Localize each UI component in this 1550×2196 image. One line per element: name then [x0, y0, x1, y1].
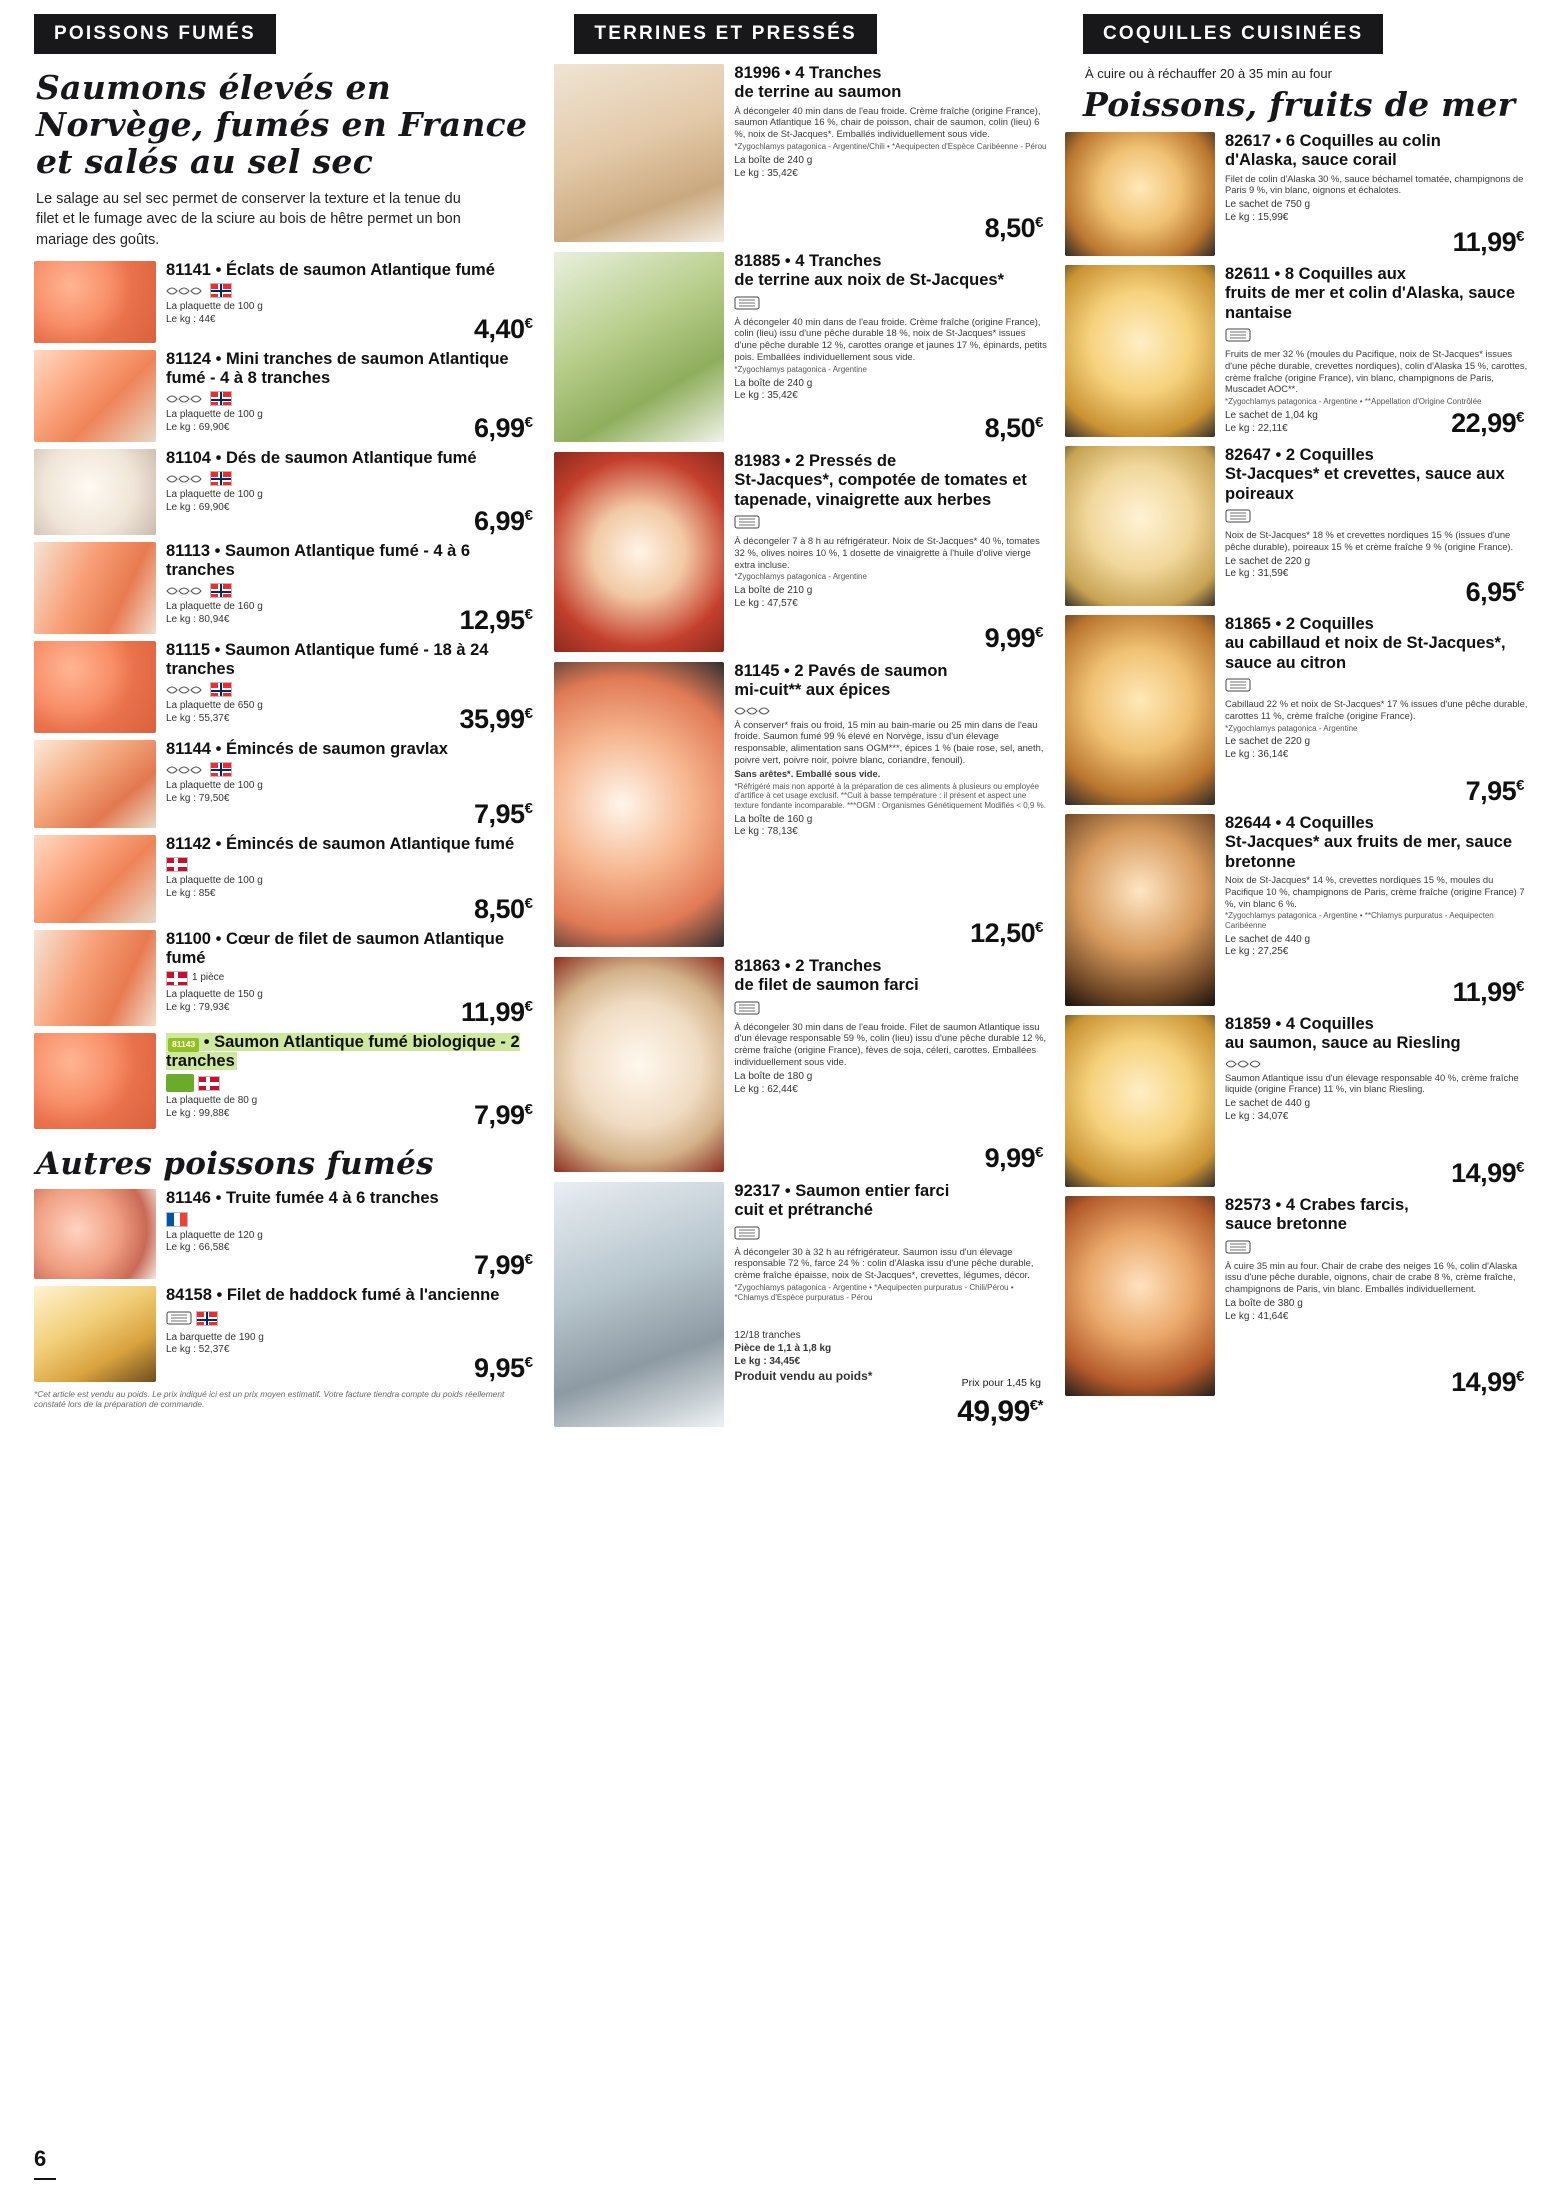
product-legal-note: *Zygochlamys patagonica - Argentine • **Appellation d'Origine Contrôlée — [1224, 397, 1482, 407]
flag-norway — [210, 283, 232, 298]
product-unit: La plaquette de 150 g — [166, 989, 263, 1001]
product-ref: 92317 — [734, 1182, 781, 1200]
product-kg-price: Le kg : 35,42€ — [734, 390, 798, 402]
product-image — [554, 957, 724, 1172]
product-ref: 81115 — [166, 640, 211, 659]
product-kg-price: Le kg : 44€ — [166, 313, 216, 325]
product-description: Saumon Atlantique issu d'un élevage responsable 40 %, crème fraîche liquide (origine France) 11 %, vin blanc Riesling. — [1224, 1071, 1519, 1095]
product-81104[interactable]: 81104 • Dés de saumon Atlantique fumé La plaquette de 100 g Le kg : 69,90€ 6,99€ — [34, 449, 536, 535]
origin-flags — [166, 583, 536, 598]
product-kg-price: Le kg : 62,44€ — [734, 1083, 798, 1095]
product-unit: Le sachet de 440 g — [1224, 933, 1311, 945]
product-unit: 12/18 tranches — [734, 1330, 801, 1342]
section-header-coquilles: COQUILLES CUISINÉES — [1083, 14, 1383, 54]
product-price: 9,95€ — [474, 1353, 533, 1384]
origin-flags — [1225, 326, 1528, 346]
frozen-icon — [1225, 676, 1251, 696]
product-81146[interactable]: 81146 • Truite fumée 4 à 6 tranches La plaquette de 120 g Le kg : 66,58€ 7,99€ — [34, 1189, 536, 1279]
product-image — [34, 261, 156, 343]
product-81115[interactable]: 81115 • Saumon Atlantique fumé - 18 à 24 tranches La plaquette de 650 g Le kg : 55,37€ 35,99€ — [34, 641, 536, 733]
product-kg-price: Le kg : 15,99€ — [1224, 212, 1289, 224]
product-image — [34, 449, 156, 535]
product-description: Fruits de mer 32 % (moules du Pacifique, noix de St-Jacques* issues d'une pêche durable, crevettes nordiques), colin d'Alaska 15 %, carottes, crème fraîche (origine France), vin blanc, champignons de Paris, Muscadet AOC**. — [1224, 347, 1528, 395]
product-81865[interactable]: 81865 • 2 Coquilles au cabillaud et noix de St-Jacques*, sauce au citron Cabillaud 22 % et noix de St-Jacques* 17 % issues d'une pêche durable, carottes 11 %, crème fraîche (origine France). *Zygochlamys patagonica - Argentine Le sachet de 220 g Le kg : 36,14€ 7,95€ — [1065, 615, 1528, 805]
product-description: Cabillaud 22 % et noix de St-Jacques* 17 % issues d'une pêche durable, carottes 11 %, crème fraîche (origine France). — [1224, 697, 1528, 721]
product-legal-note: *Zygochlamys patagonica - Argentine — [734, 572, 867, 582]
product-description: À décongeler 30 à 32 h au réfrigérateur. Saumon issu d'un élevage responsable 72 %, farce 24 % : colin d'Alaska issu d'une pêche durable, crème fraîche épaisse, noix de St-Jacques*, crevettes, légumes, décor. — [734, 1245, 1034, 1281]
product-image — [34, 641, 156, 733]
product-legal-note: *Zygochlamys patagonica - Argentine/Chili • *Aequipecten d'Espèce Caribéenne - Pérou — [734, 142, 1047, 152]
product-81996[interactable]: 81996 • 4 Tranches de terrine au saumon À décongeler 40 min dans de l'eau froide. Crème fraîche (origine France), saumon Atlantique 16 %, chair de poisson, chair de saumon, colin (lieu) 6 %, noix de St-Jacques*. Emballés individuellement sous vide. *Zygochlamys patagonica - Argentine/Chili • *Aequipecten d'Espèce Caribéenne - Pérou La boîte de 240 g Le kg : 35,42€ 8,50€ — [554, 64, 1047, 242]
product-title: Truite fumée 4 à 6 tranches — [225, 1189, 439, 1208]
product-description: À décongeler 30 min dans de l'eau froide. Filet de saumon Atlantique issu d'un élevage responsable 59 %, colin (lieu) issu d'une pêche durable 12 %, crème fraîche (origine France), fèves de soja, céleri, carottes. Emballées individuellement sous vide. — [734, 1020, 1047, 1068]
product-kg-price: Le kg : 99,88€ — [166, 1107, 230, 1119]
product-ref: 81865 — [1224, 614, 1271, 633]
product-unit: La plaquette de 100 g — [166, 300, 263, 312]
origin-flags — [734, 999, 1047, 1019]
product-ref: 81141 — [166, 260, 211, 279]
frozen-icon — [1225, 1238, 1251, 1258]
product-image — [34, 350, 156, 442]
product-qty: 8 Coquilles aux — [1284, 264, 1406, 283]
flag-norway — [210, 391, 232, 406]
product-image — [1065, 446, 1215, 606]
product-unit: La plaquette de 650 g — [166, 700, 263, 712]
product-kg-price: Le kg : 36,14€ — [1224, 748, 1289, 760]
product-price: 11,99€ — [461, 996, 533, 1027]
flag-france — [166, 1212, 188, 1227]
product-92317[interactable]: 92317 • Saumon entier farci cuit et prétranché À décongeler 30 à 32 h au réfrigérateur. Saumon issu d'un élevage responsable 72 %, farce 24 % : colin d'Alaska issu d'une pêche durable, crème fraîche épaisse, noix de St-Jacques*, crevettes, légumes, décor. *Zygochlamys patagonica - Argentine • *Aequipecten purpuratus - Chili/Pérou • *Chlamys d'Espèce purpuratus - Pérou 12/18 tranches Pièce de 1,1 à 1,8 kg Le kg : 34,45€ Produit vendu au poids* Prix pour 1,45 kg 49,99€* — [554, 1182, 1047, 1427]
product-81983[interactable]: 81983 • 2 Pressés de St-Jacques*, compotée de tomates et tapenade, vinaigrette aux herbes À décongeler 7 à 8 h au réfrigérateur. Noix de St-Jacques* 40 %, tomates 32 %, olives noires 10 %, 1 dosette de vinaigrette à l'huile d'olive vierge extra incluse. *Zygochlamys patagonica - Argentine La boîte de 210 g Le kg : 47,57€ 9,99€ — [554, 452, 1047, 652]
product-image — [34, 1286, 156, 1382]
product-unit: La boîte de 160 g — [734, 813, 813, 825]
product-qty: 4 Crabes farcis, — [1285, 1195, 1409, 1214]
product-title: Filet de haddock fumé à l'ancienne — [226, 1286, 500, 1305]
frozen-icon — [166, 1309, 192, 1329]
product-unit: La plaquette de 100 g — [166, 409, 263, 421]
product-image — [34, 835, 156, 923]
section-header-poissons-fumes: POISSONS FUMÉS — [34, 14, 276, 54]
product-unit: Le sachet de 750 g — [1224, 199, 1311, 211]
product-price: 9,99€ — [984, 1143, 1043, 1173]
product-kg-price: Le kg : 80,94€ — [166, 613, 230, 625]
product-kg-price: Le kg : 34,45€ — [734, 1355, 801, 1367]
col3-subnote: À cuire ou à réchauffer 20 à 35 min au four — [1084, 66, 1332, 81]
product-unit: La boîte de 240 g — [734, 377, 813, 389]
product-qty: 2 Tranches — [795, 957, 882, 975]
product-kg-price: Le kg : 69,90€ — [166, 421, 230, 433]
product-description: Filet de colin d'Alaska 30 %, sauce béchamel tomatée, champignons de Paris 9 %, vin blanc, oignons et échalotes. — [1224, 172, 1524, 196]
product-unit: La plaquette de 100 g — [166, 488, 263, 500]
product-kg-price: Le kg : 79,50€ — [166, 792, 230, 804]
product-price: 9,99€ — [984, 623, 1043, 653]
product-price: 11,99€ — [1452, 226, 1524, 257]
product-ref: 81100 — [166, 929, 211, 948]
product-ref: 82644 — [1224, 813, 1271, 832]
product-price: 6,99€ — [474, 505, 533, 536]
fish-icon — [1225, 1057, 1265, 1070]
product-piece-count: 1 pièce — [192, 972, 225, 984]
flag-norway — [210, 682, 232, 697]
product-unit-2: Pièce de 1,1 à 1,8 kg — [734, 1343, 832, 1355]
product-title: d'Alaska, sauce corail — [1224, 151, 1397, 170]
organic-bio-icon — [166, 1074, 194, 1092]
product-image — [1065, 132, 1215, 256]
product-title: Dés de saumon Atlantique fumé — [225, 448, 477, 467]
product-81142[interactable]: 81142 • Émincés de saumon Atlantique fumé La plaquette de 100 g Le kg : 85€ 8,50€ — [34, 835, 536, 923]
product-ref: 81124 — [166, 349, 211, 368]
origin-flags — [166, 1074, 536, 1092]
product-kg-price: Le kg : 79,93€ — [166, 1001, 230, 1013]
product-ref: 81145 — [734, 662, 780, 680]
product-description: À décongeler 40 min dans de l'eau froide. Crème fraîche (origine France), colin (lieu) issu d'une pêche durable 18 %, noix de St-Jacques* issues d'une pêche durable 12 %, carottes orange et jaunes 17 %, épinards, petits pois. Emballées individuellement sous vide. — [734, 315, 1047, 363]
product-legal-note: *Zygochlamys patagonica - Argentine — [734, 364, 867, 374]
origin-flags — [166, 857, 536, 872]
product-qty: 2 Coquilles — [1285, 614, 1374, 633]
frozen-icon — [734, 999, 760, 1019]
page-number: 6 — [34, 2146, 47, 2171]
product-81145[interactable]: 81145 • 2 Pavés de saumon mi-cuit** aux épices À conserver* frais ou froid, 15 min au bain-marie ou 25 min dans de l'eau froide. Saumon fumé 99 % élevé en Norvège, issu d'un élevage responsable, alimentation sans OGM***, épices 1 % (baie rose, sel, aneth, poivre vert, poivre noir, poivre blanc, coriandre, fenouil). Sans arêtes*. Emballé sous vide. *Réfrigéré mais non apporté à la préparation de ces aliments à plusieurs ou employée d'artifice à cet usage exclusif. **Cuit à basse température : il présent et aspect une texture fondante incomparable. ***OGM : Organismes Génétiquement Modifiés < 0,9 %. La boîte de 160 g Le kg : 78,13€ 12,50€ — [554, 662, 1047, 947]
product-ref: 81863 — [734, 957, 781, 975]
product-image — [34, 930, 156, 1026]
product-price: 14,99€ — [1451, 1366, 1524, 1397]
origin-flags — [166, 971, 536, 986]
col1-subheadline: Autres poissons fumés — [36, 1145, 434, 1182]
product-title: de terrine au saumon — [734, 83, 902, 102]
product-unit: La plaquette de 100 g — [166, 779, 263, 791]
origin-flags — [1225, 507, 1528, 527]
origin-flags — [734, 513, 1047, 533]
product-price: 7,99€ — [474, 1099, 533, 1130]
product-title: Saumon Atlantique fumé biologique - 2 tranches — [166, 1032, 520, 1070]
product-82647[interactable]: 82647 • 2 Coquilles St-Jacques* et crevettes, sauce aux poireaux Noix de St-Jacques* 18 % et crevettes nordiques 15 % (issues d'une pêche durable), poireaux 15 % et crème fraîche 9 % (origine France). Le sachet de 220 g Le kg : 31,59€ 6,95€ — [1065, 446, 1528, 606]
origin-flags — [166, 682, 536, 697]
product-image — [34, 1189, 156, 1279]
product-81113[interactable]: 81113 • Saumon Atlantique fumé - 4 à 6 tranches La plaquette de 160 g Le kg : 80,94€ 12,95€ — [34, 542, 536, 634]
product-kg-price: Le kg : 41,64€ — [1224, 1310, 1289, 1322]
product-qty: 2 Pressés de — [795, 452, 897, 470]
product-unit: Le sachet de 440 g — [1224, 1098, 1311, 1110]
product-price: 4,40€ — [474, 313, 533, 344]
frozen-icon — [734, 513, 760, 533]
product-ref: 82611 — [1224, 264, 1270, 283]
origin-flags — [166, 391, 536, 406]
flag-denmark — [198, 1076, 220, 1091]
product-weight-note: Produit vendu au poids* — [734, 1368, 873, 1383]
product-price: 7,95€ — [1465, 775, 1524, 806]
product-price: 35,99€ — [459, 703, 533, 734]
product-82644[interactable]: 82644 • 4 Coquilles St-Jacques* aux fruits de mer, sauce bretonne Noix de St-Jacques* 14 %, crevettes nordiques 15 %, moules du Pacifique 10 %, champignons de Paris, crème fraîche (origine France) 7 %, vin blanc 6 %. *Zygochlamys patagonica - Argentine • **Chlamys purpuratus - Aequipecten Caribéenne Le sachet de 440 g Le kg : 27,25€ 11,99€ — [1065, 814, 1528, 1006]
fish-icon — [166, 763, 206, 776]
product-kg-price: Le kg : 34,07€ — [1224, 1111, 1289, 1123]
product-price: 12,95€ — [459, 604, 533, 635]
product-qty: 2 Coquilles — [1285, 445, 1374, 464]
product-kg-price: Le kg : 22,11€ — [1224, 422, 1288, 434]
product-image — [1065, 615, 1215, 805]
col1-intro-text: Le salage au sel sec permet de conserver la texture et la tenue du filet et le fumage avec de la sciure au bois de hêtre permet un bon mariage des goûts. — [36, 190, 461, 249]
product-title: Éclats de saumon Atlantique fumé — [225, 260, 495, 279]
product-qty: 4 Coquilles — [1285, 1014, 1374, 1033]
col1-headline: Saumons élevés en Norvège, fumés en France et salés au sel sec — [36, 68, 528, 181]
product-kg-price: Le kg : 85€ — [166, 887, 216, 899]
product-unit: La boîte de 240 g — [734, 154, 813, 166]
product-81144[interactable]: 81144 • Émincés de saumon gravlax La plaquette de 100 g Le kg : 79,50€ 7,95€ — [34, 740, 536, 828]
product-kg-price: Le kg : 78,13€ — [734, 826, 798, 838]
product-description: À décongeler 7 à 8 h au réfrigérateur. Noix de St-Jacques* 40 %, tomates 32 %, olives noires 10 %, 1 dosette de vinaigrette à l'huile d'olive vierge extra incluse. — [734, 534, 1040, 570]
product-ref: 81144 — [166, 739, 211, 758]
product-unit: La barquette de 190 g — [166, 1331, 264, 1343]
product-kg-price: Le kg : 47,57€ — [734, 597, 798, 609]
product-qty: Saumon entier farci — [795, 1182, 950, 1200]
product-price: 6,99€ — [474, 412, 533, 443]
product-ref: 81113 — [166, 541, 211, 560]
product-title: St-Jacques* aux fruits de mer, sauce bretonne — [1224, 833, 1513, 871]
product-ref: 82647 — [1224, 445, 1271, 464]
origin-flags — [166, 471, 536, 486]
product-price: 7,99€ — [474, 1250, 533, 1281]
product-ref: 81104 — [166, 448, 211, 467]
product-81124[interactable]: 81124 • Mini tranches de saumon Atlantique fumé - 4 à 8 tranches La plaquette de 100 g Le kg : 69,90€ 6,99€ — [34, 350, 536, 442]
product-legal-note: *Zygochlamys patagonica - Argentine • **Chlamys purpuratus - Aequipecten Caribéenne — [1224, 911, 1494, 930]
product-kg-price: Le kg : 69,90€ — [166, 501, 230, 513]
product-kg-price: Le kg : 35,42€ — [734, 167, 798, 179]
frozen-icon — [734, 294, 760, 314]
product-81885[interactable]: 81885 • 4 Tranches de terrine aux noix de St-Jacques* À décongeler 40 min dans de l'eau froide. Crème fraîche (origine France), colin (lieu) issu d'une pêche durable 18 %, noix de St-Jacques* issues d'une pêche durable 12 %, carottes orange et jaunes 17 %, épinards, petits pois. Emballées individuellement sous vide. *Zygochlamys patagonica - Argentine La boîte de 240 g Le kg : 35,42€ 8,50€ — [554, 252, 1047, 442]
product-price: 8,50€ — [984, 413, 1043, 443]
product-qty: 4 Tranches — [795, 252, 882, 270]
product-unit: La boîte de 380 g — [1224, 1298, 1303, 1310]
fish-icon — [166, 584, 206, 597]
product-qty: 6 Coquilles au colin — [1285, 131, 1441, 150]
product-image — [1065, 265, 1215, 437]
product-81859[interactable]: 81859 • 4 Coquilles au saumon, sauce au Riesling Saumon Atlantique issu d'un élevage responsable 40 %, crème fraîche liquide (origine France) 11 %, vin blanc Riesling. Le sachet de 440 g Le kg : 34,07€ 14,99€ — [1065, 1015, 1528, 1187]
product-81100[interactable]: 81100 • Cœur de filet de saumon Atlantique fumé 1 pièce La plaquette de 150 g Le kg : 79,93€ 11,99€ — [34, 930, 536, 1026]
flag-norway — [210, 583, 232, 598]
product-title: Mini tranches de saumon Atlantique fumé - 4 à 8 tranches — [166, 349, 509, 387]
product-81863[interactable]: 81863 • 2 Tranches de filet de saumon farci À décongeler 30 min dans de l'eau froide. Filet de saumon Atlantique issu d'un élevage responsable 59 %, colin (lieu) issu d'une pêche durable 12 %, crème fraîche (origine France), fèves de soja, céleri, carottes. Emballées individuellement sous vide. La boîte de 180 g Le kg : 62,44€ 9,99€ — [554, 957, 1047, 1172]
frozen-icon — [1225, 326, 1251, 346]
product-kg-price: Le kg : 55,37€ — [166, 712, 230, 724]
origin-flags — [1225, 1238, 1528, 1258]
product-title: cuit et prétranché — [734, 1201, 873, 1220]
product-qty: 2 Pavés de saumon — [794, 662, 948, 680]
product-kg-price: Le kg : 31,59€ — [1224, 568, 1289, 580]
product-ref: 81142 — [166, 834, 211, 853]
product-description: Noix de St-Jacques* 18 % et crevettes nordiques 15 % (issues d'une pêche durable), poireaux 15 % et crème fraîche 9 % (origine France). — [1224, 528, 1514, 552]
product-qty: 4 Coquilles — [1285, 813, 1374, 832]
product-legal-note: *Zygochlamys patagonica - Argentine — [1224, 723, 1358, 733]
product-84158[interactable]: 84158 • Filet de haddock fumé à l'ancienne La barquette de 190 g Le kg : 52,37€ 9,95€ — [34, 1286, 536, 1382]
product-82617[interactable]: 82617 • 6 Coquilles au colin d'Alaska, sauce corail Filet de colin d'Alaska 30 %, sauce béchamel tomatée, champignons de Paris 9 %, vin blanc, oignons et échalotes. Le sachet de 750 g Le kg : 15,99€ 11,99€ — [1065, 132, 1528, 256]
product-price: 49,99€* — [957, 1395, 1043, 1428]
origin-flags — [166, 762, 536, 777]
product-description: À conserver* frais ou froid, 15 min au bain-marie ou 25 min dans de l'eau froide. Saumon fumé 99 % élevé en Norvège, issu d'un élevage responsable, alimentation sans OGM***, épices 1 % (baie rose, sel, aneth, poivre vert, poivre noir, poivre blanc, coriandre, fenouil). — [734, 718, 1044, 766]
product-image — [554, 1182, 724, 1427]
product-ref: 82617 — [1224, 131, 1271, 150]
product-unit: La plaquette de 160 g — [166, 601, 263, 613]
origin-flags — [166, 1212, 536, 1227]
product-title: Saumon Atlantique fumé - 18 à 24 tranches — [166, 640, 489, 678]
product-unit: Le sachet de 220 g — [1224, 555, 1311, 567]
product-unit: La boîte de 210 g — [734, 585, 813, 597]
flag-norway — [210, 762, 232, 777]
product-title: St-Jacques* et crevettes, sauce aux poireaux — [1224, 465, 1505, 503]
origin-flags — [1225, 1057, 1528, 1070]
product-image — [34, 1033, 156, 1129]
product-image — [554, 252, 724, 442]
column-terrines-presses — [554, 14, 1047, 2094]
product-image — [1065, 1196, 1215, 1396]
product-image — [1065, 1015, 1215, 1187]
column-poissons-fumes — [34, 14, 536, 2094]
product-82611[interactable]: 82611 • 8 Coquilles aux fruits de mer et colin d'Alaska, sauce nantaise Fruits de mer 32 % (moules du Pacifique, noix de St-Jacques* issues d'une pêche durable, crevettes nordiques), colin d'Alaska 15 %, carottes, crème fraîche (origine France), vin blanc, champignons de Paris, Muscadet AOC**. *Zygochlamys patagonica - Argentine • **Appellation d'Origine Contrôlée Le sachet de 1,04 kg Le kg : 22,11€ 22,99€ — [1065, 265, 1528, 437]
product-title: Cœur de filet de saumon Atlantique fumé — [166, 929, 505, 967]
product-ref: 82573 — [1224, 1195, 1271, 1214]
product-price: 22,99€ — [1451, 407, 1524, 438]
product-ref: 84158 — [166, 1286, 212, 1305]
product-ref: 81146 — [166, 1189, 211, 1208]
product-price-label: Prix pour 1,45 kg — [961, 1377, 1041, 1389]
product-unit: La plaquette de 120 g — [166, 1229, 263, 1241]
origin-flags — [734, 1224, 1047, 1244]
product-ref: 81143 — [168, 1038, 199, 1052]
product-title: au saumon, sauce au Riesling — [1224, 1034, 1461, 1053]
fish-icon — [734, 704, 774, 717]
product-unit: Le sachet de 220 g — [1224, 736, 1311, 748]
product-image — [34, 740, 156, 828]
product-ref: 81996 — [734, 64, 781, 82]
origin-flags — [166, 1309, 536, 1329]
product-image — [34, 542, 156, 634]
product-price: 12,50€ — [970, 918, 1043, 948]
product-title: mi-cuit** aux épices — [734, 681, 891, 700]
product-ref: 81859 — [1224, 1014, 1271, 1033]
product-price: 8,50€ — [474, 893, 533, 924]
product-description-2: Sans arêtes*. Emballé sous vide. — [734, 767, 881, 779]
flag-denmark — [166, 857, 188, 872]
page-footnote: *Cet article est vendu au poids. Le prix indiqué ici est un prix moyen estimatif. Votre facture tiendra compte du poids réellement constaté lors de la préparation de commande. — [34, 1389, 505, 1410]
flag-denmark — [166, 971, 188, 986]
product-title: Émincés de saumon gravlax — [225, 739, 448, 758]
origin-flags — [1225, 676, 1528, 696]
product-image — [554, 64, 724, 242]
product-81141[interactable]: 81141 • Éclats de saumon Atlantique fumé La plaquette de 100 g Le kg : 44€ 4,40€ — [34, 261, 536, 343]
product-ref: 81885 — [734, 252, 781, 270]
product-title: fruits de mer et colin d'Alaska, sauce nantaise — [1224, 284, 1516, 322]
fish-icon — [166, 472, 206, 485]
product-image — [554, 662, 724, 947]
product-description: À cuire 35 min au four. Chair de crabe des neiges 16 %, colin d'Alaska issu d'une pêche durable, oignons, chair de crabe 8 %, crème fraîche, champignons de Paris, vin blanc. Emballés individuellement. — [1224, 1259, 1518, 1295]
product-ref: 81983 — [734, 452, 781, 470]
product-price: 14,99€ — [1451, 1157, 1524, 1188]
page-columns — [34, 14, 1528, 2094]
product-legal-note: *Zygochlamys patagonica - Argentine • *Aequipecten purpuratus - Chili/Pérou • *Chlamys d'Espèce purpuratus - Pérou — [734, 1283, 1014, 1302]
flag-norway — [196, 1311, 218, 1326]
product-title: au cabillaud et noix de St-Jacques*, sauce au citron — [1224, 634, 1506, 672]
column-coquilles-cuisinees — [1065, 14, 1528, 2094]
section-header-terrines: TERRINES ET PRESSÉS — [574, 14, 876, 54]
product-title: Saumon Atlantique fumé - 4 à 6 tranches — [166, 541, 471, 579]
origin-flags — [166, 283, 536, 298]
flag-norway — [210, 471, 232, 486]
frozen-icon — [1225, 507, 1251, 527]
product-title: sauce bretonne — [1224, 1215, 1347, 1234]
product-price: 7,95€ — [474, 798, 533, 829]
product-title: Émincés de saumon Atlantique fumé — [225, 834, 515, 853]
product-description: Noix de St-Jacques* 14 %, crevettes nordiques 15 %, moules du Pacifique 10 %, champignons de Paris, crème fraîche (origine France) 7 %, vin blanc 6 %. — [1224, 873, 1525, 909]
product-unit: La plaquette de 80 g — [166, 1095, 258, 1107]
product-unit: La plaquette de 100 g — [166, 874, 263, 886]
fish-icon — [166, 392, 206, 405]
product-description: À décongeler 40 min dans de l'eau froide. Crème fraîche (origine France), saumon Atlantique 16 %, chair de poisson, chair de saumon, colin (lieu) 6 %, noix de St-Jacques*. Emballés individuellement sous vide. — [734, 104, 1041, 140]
product-unit: Le sachet de 1,04 kg — [1224, 409, 1318, 421]
product-kg-price: Le kg : 27,25€ — [1224, 946, 1289, 958]
page-number-rule — [34, 2178, 56, 2180]
origin-flags — [734, 704, 1047, 717]
product-image — [1065, 814, 1215, 1006]
product-title: de filet de saumon farci — [734, 976, 919, 995]
frozen-icon — [734, 1224, 760, 1244]
product-legal-note: *Réfrigéré mais non apporté à la préparation de ces aliments à plusieurs ou employée d'artifice à cet usage exclusif. **Cuit à basse température : il présent et aspect une texture fondante incomparable. ***OGM : Organismes Génétiquement Modifiés < 0,9 %. — [734, 781, 1046, 810]
fish-icon — [166, 683, 206, 696]
product-image — [554, 452, 724, 652]
product-qty: 4 Tranches — [795, 64, 882, 82]
product-price: 11,99€ — [1452, 976, 1524, 1007]
product-title: St-Jacques*, compotée de tomates et tapenade, vinaigrette aux herbes — [734, 471, 1027, 509]
col3-headline: Poissons, fruits de mer — [1082, 85, 1516, 124]
product-unit: La boîte de 180 g — [734, 1070, 813, 1082]
product-price: 6,95€ — [1465, 576, 1524, 607]
fish-icon — [166, 284, 206, 297]
product-price: 8,50€ — [984, 213, 1043, 243]
product-81143[interactable]: 81143 • Saumon Atlantique fumé biologique - 2 tranches La plaquette de 80 g Le kg : 99,88€ 7,99€ — [34, 1033, 536, 1129]
product-kg-price: Le kg : 66,58€ — [166, 1242, 230, 1254]
origin-flags — [734, 294, 1047, 314]
product-title: de terrine aux noix de St-Jacques* — [734, 271, 1005, 290]
product-82573[interactable]: 82573 • 4 Crabes farcis, sauce bretonne À cuire 35 min au four. Chair de crabe des neiges 16 %, colin d'Alaska issu d'une pêche durable, oignons, chair de crabe 8 %, crème fraîche, champignons de Paris, vin blanc. Emballés individuellement. La boîte de 380 g Le kg : 41,64€ 14,99€ — [1065, 1196, 1528, 1396]
product-kg-price: Le kg : 52,37€ — [166, 1344, 230, 1356]
